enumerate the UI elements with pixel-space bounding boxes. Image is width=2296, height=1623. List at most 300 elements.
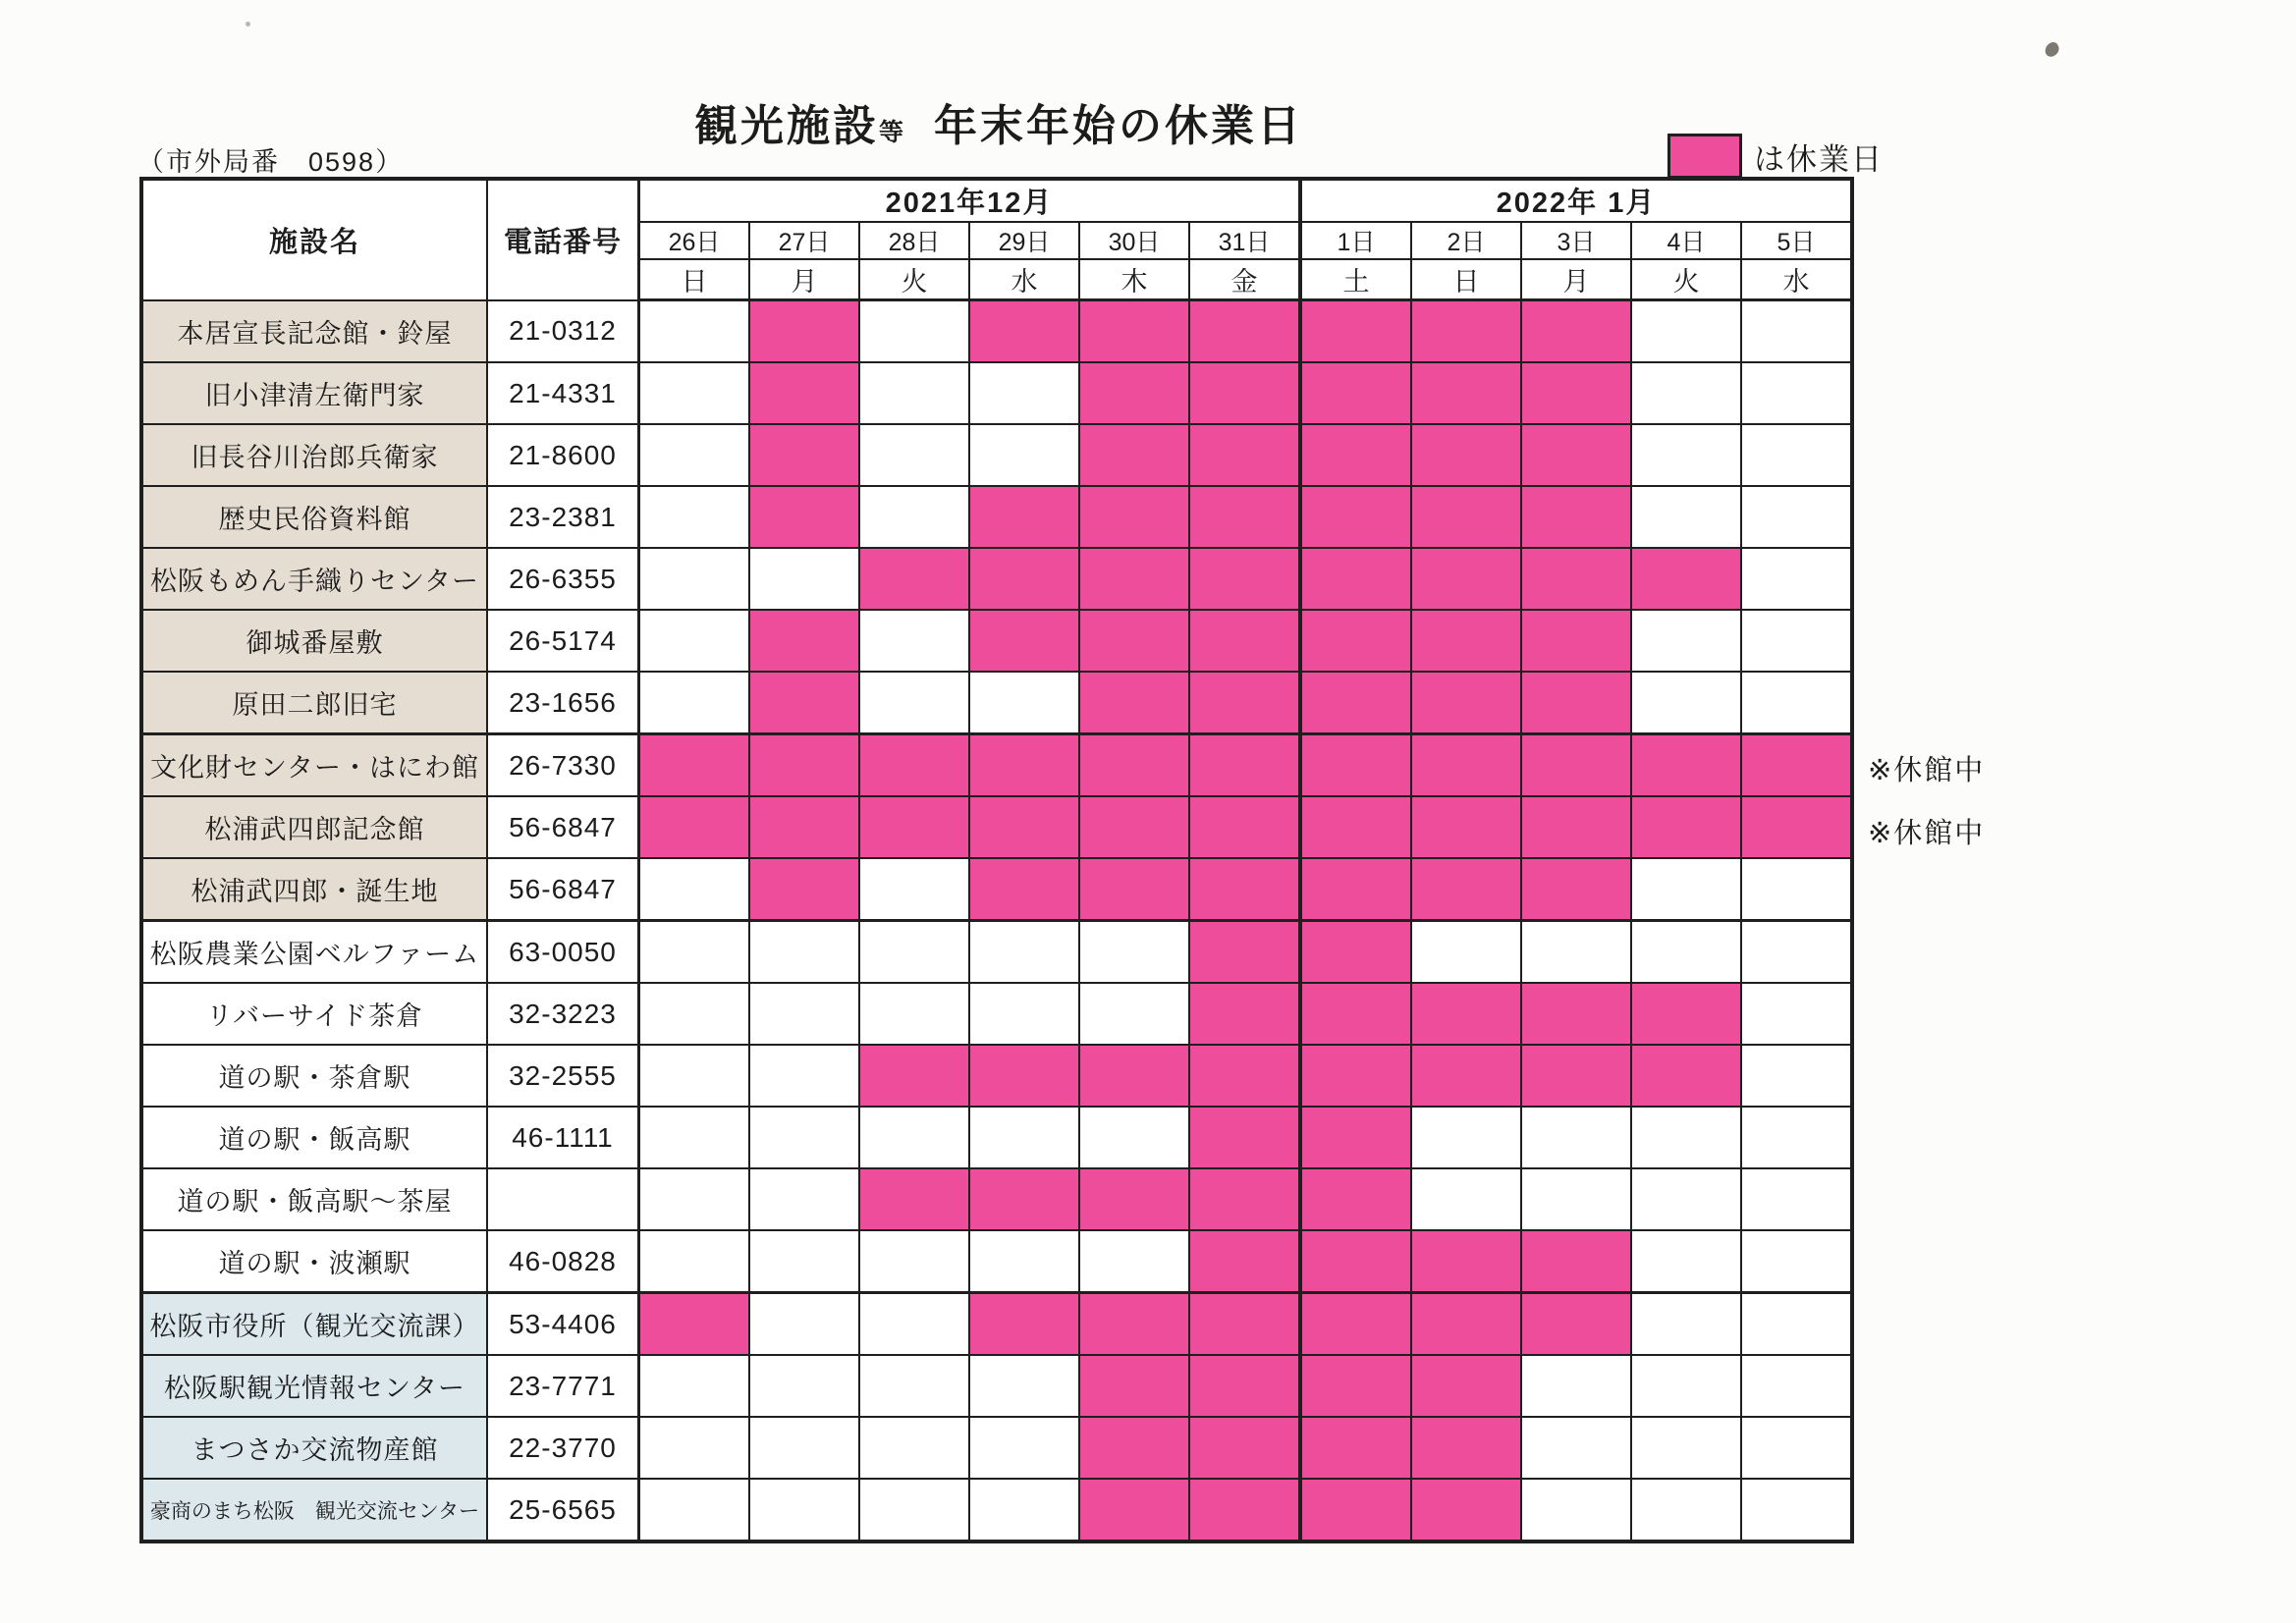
title-suffix-small: 等 bbox=[878, 119, 904, 146]
closed-day-cell bbox=[1300, 858, 1411, 921]
date-header: 5日 bbox=[1741, 222, 1852, 259]
open-day-cell bbox=[859, 1107, 969, 1168]
closed-day-cell bbox=[1521, 983, 1631, 1045]
facility-name: 松阪もめん手織りセンター bbox=[141, 548, 487, 610]
closed-day-cell bbox=[859, 1045, 969, 1107]
open-day-cell bbox=[1741, 1417, 1852, 1479]
closed-day-cell bbox=[1300, 921, 1411, 984]
open-day-cell bbox=[1741, 362, 1852, 424]
facility-row bbox=[141, 1168, 1852, 1230]
facility-phone: 23-1656 bbox=[487, 672, 639, 734]
closed-day-cell bbox=[1300, 796, 1411, 858]
title-rest: 年末年始の休業日 bbox=[934, 102, 1303, 150]
closed-day-cell bbox=[1079, 1417, 1189, 1479]
closed-day-cell bbox=[1411, 796, 1521, 858]
open-day-cell bbox=[639, 1417, 750, 1479]
facility-name: 文化財センター・はにわ館 bbox=[141, 734, 487, 797]
closed-day-cell bbox=[1521, 300, 1631, 363]
closed-day-cell bbox=[1189, 362, 1300, 424]
facility-name: 松浦武四郎記念館 bbox=[141, 796, 487, 858]
closed-day-cell bbox=[1521, 1230, 1631, 1293]
facility-row bbox=[141, 672, 1852, 734]
open-day-cell bbox=[749, 1168, 859, 1230]
closed-day-cell bbox=[1189, 548, 1300, 610]
weekday-header: 火 bbox=[859, 259, 969, 300]
open-day-cell bbox=[969, 362, 1079, 424]
open-day-cell bbox=[1631, 610, 1741, 672]
open-day-cell bbox=[859, 983, 969, 1045]
open-day-cell bbox=[859, 672, 969, 734]
closed-day-cell bbox=[1741, 734, 1852, 797]
weekday-header: 日 bbox=[639, 259, 750, 300]
closed-day-cell bbox=[1079, 610, 1189, 672]
facility-phone: 46-1111 bbox=[487, 1107, 639, 1168]
open-day-cell bbox=[1741, 486, 1852, 548]
weekday-header: 水 bbox=[1741, 259, 1852, 300]
facility-row bbox=[141, 1230, 1852, 1293]
open-day-cell bbox=[1741, 672, 1852, 734]
facility-phone: 26-7330 bbox=[487, 734, 639, 797]
date-header: 28日 bbox=[859, 222, 969, 259]
closed-day-cell bbox=[969, 300, 1079, 363]
closed-day-cell bbox=[1411, 1479, 1521, 1542]
closed-day-cell bbox=[1079, 548, 1189, 610]
closed-day-cell bbox=[1631, 1045, 1741, 1107]
facility-row bbox=[141, 548, 1852, 610]
closed-day-cell bbox=[1079, 734, 1189, 797]
open-day-cell bbox=[1411, 921, 1521, 984]
closed-day-cell bbox=[969, 486, 1079, 548]
open-day-cell bbox=[1741, 1230, 1852, 1293]
open-day-cell bbox=[639, 424, 750, 486]
open-day-cell bbox=[1079, 1230, 1189, 1293]
open-day-cell bbox=[749, 548, 859, 610]
facility-name: 豪商のまち松阪 観光交流センター bbox=[141, 1479, 487, 1542]
closed-day-cell bbox=[969, 1293, 1079, 1356]
open-day-cell bbox=[749, 1479, 859, 1542]
facility-phone: 63-0050 bbox=[487, 921, 639, 984]
closed-day-cell bbox=[1411, 983, 1521, 1045]
open-day-cell bbox=[639, 858, 750, 921]
closed-day-cell bbox=[1631, 548, 1741, 610]
closed-day-cell bbox=[1521, 1293, 1631, 1356]
closed-day-cell bbox=[639, 734, 750, 797]
date-header: 27日 bbox=[749, 222, 859, 259]
open-day-cell bbox=[749, 1230, 859, 1293]
closed-day-cell bbox=[1300, 1293, 1411, 1356]
open-day-cell bbox=[1631, 424, 1741, 486]
facility-row bbox=[141, 300, 1852, 363]
facility-name: 旧長谷川治郎兵衛家 bbox=[141, 424, 487, 486]
open-day-cell bbox=[969, 921, 1079, 984]
closed-day-cell bbox=[1189, 300, 1300, 363]
facility-row bbox=[141, 1107, 1852, 1168]
facility-row bbox=[141, 424, 1852, 486]
closed-day-cell bbox=[1300, 486, 1411, 548]
closed-day-cell bbox=[1300, 610, 1411, 672]
closed-day-cell bbox=[1300, 1107, 1411, 1168]
open-day-cell bbox=[1521, 1479, 1631, 1542]
closed-day-cell bbox=[639, 796, 750, 858]
open-day-cell bbox=[859, 300, 969, 363]
weekday-header: 水 bbox=[969, 259, 1079, 300]
open-day-cell bbox=[1741, 424, 1852, 486]
closed-day-cell bbox=[1079, 1168, 1189, 1230]
closed-day-cell bbox=[1079, 1293, 1189, 1356]
facility-row bbox=[141, 1045, 1852, 1107]
open-day-cell bbox=[1521, 1417, 1631, 1479]
open-day-cell bbox=[1411, 1168, 1521, 1230]
closed-day-cell bbox=[1521, 796, 1631, 858]
open-day-cell bbox=[1741, 1107, 1852, 1168]
closed-day-cell bbox=[749, 734, 859, 797]
facility-row bbox=[141, 858, 1852, 921]
closed-day-cell bbox=[1189, 1293, 1300, 1356]
open-day-cell bbox=[859, 921, 969, 984]
closed-day-cell bbox=[1189, 1107, 1300, 1168]
weekday-header: 火 bbox=[1631, 259, 1741, 300]
open-day-cell bbox=[859, 424, 969, 486]
ink-speck bbox=[246, 22, 250, 27]
closed-day-cell bbox=[749, 424, 859, 486]
closed-day-cell bbox=[1300, 672, 1411, 734]
open-day-cell bbox=[749, 921, 859, 984]
closed-day-cell bbox=[1521, 672, 1631, 734]
facility-name: 道の駅・茶倉駅 bbox=[141, 1045, 487, 1107]
facility-row bbox=[141, 734, 1852, 797]
open-day-cell bbox=[639, 548, 750, 610]
open-day-cell bbox=[859, 858, 969, 921]
closed-day-cell bbox=[1300, 734, 1411, 797]
closed-day-cell bbox=[1189, 796, 1300, 858]
closed-day-cell bbox=[1189, 1479, 1300, 1542]
closed-day-cell bbox=[749, 362, 859, 424]
closed-day-cell bbox=[1079, 1355, 1189, 1417]
open-day-cell bbox=[859, 610, 969, 672]
open-day-cell bbox=[1741, 1355, 1852, 1417]
table-header bbox=[141, 179, 1852, 300]
open-day-cell bbox=[1741, 610, 1852, 672]
open-day-cell bbox=[1631, 1293, 1741, 1356]
closed-day-cell bbox=[1189, 486, 1300, 548]
closed-day-cell bbox=[639, 1293, 750, 1356]
closed-day-cell bbox=[1411, 1293, 1521, 1356]
closed-day-cell bbox=[1300, 424, 1411, 486]
closed-day-cell bbox=[1189, 1230, 1300, 1293]
open-day-cell bbox=[1741, 300, 1852, 363]
closed-day-cell bbox=[859, 796, 969, 858]
closed-day-cell bbox=[1189, 610, 1300, 672]
closed-day-cell bbox=[1521, 734, 1631, 797]
open-day-cell bbox=[749, 1107, 859, 1168]
closed-day-cell bbox=[969, 858, 1079, 921]
facility-phone: 21-4331 bbox=[487, 362, 639, 424]
facility-row bbox=[141, 1417, 1852, 1479]
open-day-cell bbox=[1631, 1479, 1741, 1542]
open-day-cell bbox=[1741, 548, 1852, 610]
closed-day-cell bbox=[1411, 1355, 1521, 1417]
open-day-cell bbox=[969, 1417, 1079, 1479]
closure-legend bbox=[1667, 134, 1884, 179]
open-day-cell bbox=[969, 424, 1079, 486]
month-header-row bbox=[141, 179, 1852, 222]
open-day-cell bbox=[1521, 1168, 1631, 1230]
closed-day-cell bbox=[969, 1045, 1079, 1107]
facility-phone: 46-0828 bbox=[487, 1230, 639, 1293]
facility-phone: 26-5174 bbox=[487, 610, 639, 672]
open-day-cell bbox=[639, 362, 750, 424]
open-day-cell bbox=[1741, 858, 1852, 921]
facility-row bbox=[141, 1355, 1852, 1417]
facility-phone: 56-6847 bbox=[487, 796, 639, 858]
closed-day-cell bbox=[1300, 1230, 1411, 1293]
closed-day-cell bbox=[1631, 796, 1741, 858]
open-day-cell bbox=[1741, 921, 1852, 984]
closed-day-cell bbox=[1411, 672, 1521, 734]
weekday-header: 月 bbox=[749, 259, 859, 300]
closed-day-cell bbox=[1521, 1045, 1631, 1107]
closed-day-cell bbox=[1300, 1045, 1411, 1107]
closed-day-cell bbox=[1189, 672, 1300, 734]
facility-name: リバーサイド茶倉 bbox=[141, 983, 487, 1045]
closed-day-cell bbox=[1189, 1355, 1300, 1417]
facility-phone: 21-8600 bbox=[487, 424, 639, 486]
facility-phone: 53-4406 bbox=[487, 1293, 639, 1356]
open-day-cell bbox=[859, 1355, 969, 1417]
facility-name: 本居宣長記念館・鈴屋 bbox=[141, 300, 487, 363]
closed-day-cell bbox=[1411, 858, 1521, 921]
open-day-cell bbox=[639, 1045, 750, 1107]
open-day-cell bbox=[969, 1479, 1079, 1542]
open-day-cell bbox=[1631, 858, 1741, 921]
open-day-cell bbox=[1631, 672, 1741, 734]
closed-day-cell bbox=[969, 734, 1079, 797]
closed-day-cell bbox=[1300, 1168, 1411, 1230]
open-day-cell bbox=[969, 1107, 1079, 1168]
facility-name: 松阪駅観光情報センター bbox=[141, 1355, 487, 1417]
open-day-cell bbox=[639, 610, 750, 672]
open-day-cell bbox=[1631, 1168, 1741, 1230]
weekday-header: 土 bbox=[1300, 259, 1411, 300]
facility-phone: 26-6355 bbox=[487, 548, 639, 610]
closed-day-cell bbox=[969, 548, 1079, 610]
facility-phone: 56-6847 bbox=[487, 858, 639, 921]
closed-day-cell bbox=[1411, 486, 1521, 548]
closed-day-cell bbox=[859, 734, 969, 797]
open-day-cell bbox=[1631, 921, 1741, 984]
closed-day-cell bbox=[749, 796, 859, 858]
open-day-cell bbox=[1741, 1045, 1852, 1107]
open-day-cell bbox=[859, 1417, 969, 1479]
closed-day-cell bbox=[1521, 486, 1631, 548]
facility-name: 原田二郎旧宅 bbox=[141, 672, 487, 734]
weekday-header: 金 bbox=[1189, 259, 1300, 300]
facility-name: まつさか交流物産館 bbox=[141, 1417, 487, 1479]
closed-day-cell bbox=[749, 672, 859, 734]
holiday-table bbox=[139, 177, 1854, 1543]
facility-row bbox=[141, 921, 1852, 984]
closed-day-cell bbox=[1189, 1168, 1300, 1230]
facility-name: 御城番屋敷 bbox=[141, 610, 487, 672]
open-day-cell bbox=[1079, 921, 1189, 984]
closed-day-cell bbox=[1079, 672, 1189, 734]
open-day-cell bbox=[639, 1479, 750, 1542]
closed-day-swatch bbox=[1667, 134, 1742, 179]
closed-day-cell bbox=[749, 610, 859, 672]
closed-day-cell bbox=[1631, 734, 1741, 797]
closed-day-cell bbox=[1079, 486, 1189, 548]
open-day-cell bbox=[639, 1355, 750, 1417]
open-day-cell bbox=[1741, 1479, 1852, 1542]
closed-day-cell bbox=[1521, 362, 1631, 424]
closed-day-cell bbox=[859, 1168, 969, 1230]
open-day-cell bbox=[1741, 1168, 1852, 1230]
open-day-cell bbox=[1521, 1107, 1631, 1168]
open-day-cell bbox=[1741, 1293, 1852, 1356]
facility-name: 道の駅・波瀬駅 bbox=[141, 1230, 487, 1293]
facility-phone: 23-2381 bbox=[487, 486, 639, 548]
date-header: 4日 bbox=[1631, 222, 1741, 259]
facility-row bbox=[141, 983, 1852, 1045]
open-day-cell bbox=[1631, 1230, 1741, 1293]
facility-row bbox=[141, 486, 1852, 548]
closed-day-cell bbox=[1189, 1045, 1300, 1107]
open-day-cell bbox=[969, 1355, 1079, 1417]
closed-day-cell bbox=[1521, 610, 1631, 672]
facility-phone: 23-7771 bbox=[487, 1355, 639, 1417]
facility-row bbox=[141, 1479, 1852, 1542]
closed-day-cell bbox=[1631, 983, 1741, 1045]
open-day-cell bbox=[1631, 1355, 1741, 1417]
open-day-cell bbox=[859, 1230, 969, 1293]
closed-note: ※休館中 bbox=[1868, 817, 1986, 849]
facility-phone: 25-6565 bbox=[487, 1479, 639, 1542]
open-day-cell bbox=[1631, 1417, 1741, 1479]
facility-row bbox=[141, 362, 1852, 424]
open-day-cell bbox=[639, 983, 750, 1045]
closed-day-cell bbox=[1079, 300, 1189, 363]
open-day-cell bbox=[969, 983, 1079, 1045]
facility-row bbox=[141, 1293, 1852, 1356]
open-day-cell bbox=[859, 1293, 969, 1356]
facility-name: 旧小津清左衛門家 bbox=[141, 362, 487, 424]
legend-label: は休業日 bbox=[1754, 141, 1884, 177]
open-day-cell bbox=[969, 1230, 1079, 1293]
date-header: 3日 bbox=[1521, 222, 1631, 259]
date-header: 26日 bbox=[639, 222, 750, 259]
facility-name: 松阪農業公園ベルファーム bbox=[141, 921, 487, 984]
facility-phone: 32-2555 bbox=[487, 1045, 639, 1107]
open-day-cell bbox=[1741, 983, 1852, 1045]
date-header: 30日 bbox=[1079, 222, 1189, 259]
closed-day-cell bbox=[1189, 858, 1300, 921]
open-day-cell bbox=[969, 672, 1079, 734]
closed-day-cell bbox=[1300, 1479, 1411, 1542]
closed-day-cell bbox=[1411, 300, 1521, 363]
closed-day-cell bbox=[1300, 362, 1411, 424]
facility-name: 松阪市役所（観光交流課） bbox=[141, 1293, 487, 1356]
closed-day-cell bbox=[1079, 858, 1189, 921]
closed-day-cell bbox=[1079, 424, 1189, 486]
open-day-cell bbox=[639, 300, 750, 363]
facility-name: 松浦武四郎・誕生地 bbox=[141, 858, 487, 921]
title-main: 観光施設 bbox=[693, 102, 879, 150]
open-day-cell bbox=[1079, 983, 1189, 1045]
closed-day-cell bbox=[969, 796, 1079, 858]
open-day-cell bbox=[1631, 1107, 1741, 1168]
open-day-cell bbox=[1631, 300, 1741, 363]
closed-note: ※休館中 bbox=[1868, 755, 1986, 787]
closed-day-cell bbox=[1521, 424, 1631, 486]
closed-day-cell bbox=[1411, 1417, 1521, 1479]
open-day-cell bbox=[639, 921, 750, 984]
closed-day-cell bbox=[749, 858, 859, 921]
closed-day-cell bbox=[1189, 983, 1300, 1045]
closed-day-cell bbox=[749, 300, 859, 363]
closed-day-cell bbox=[1521, 548, 1631, 610]
closed-day-cell bbox=[1079, 1479, 1189, 1542]
closed-day-cell bbox=[749, 486, 859, 548]
open-day-cell bbox=[749, 1355, 859, 1417]
open-day-cell bbox=[1079, 1107, 1189, 1168]
open-day-cell bbox=[749, 1045, 859, 1107]
facility-phone: 21-0312 bbox=[487, 300, 639, 363]
facility-row bbox=[141, 610, 1852, 672]
facility-name: 道の駅・飯高駅～茶屋 bbox=[141, 1168, 487, 1230]
weekday-header: 月 bbox=[1521, 259, 1631, 300]
weekday-header: 木 bbox=[1079, 259, 1189, 300]
open-day-cell bbox=[1521, 921, 1631, 984]
closed-day-cell bbox=[1411, 734, 1521, 797]
closed-day-cell bbox=[969, 610, 1079, 672]
facility-column-header: 施設名 bbox=[141, 179, 487, 300]
facility-name: 歴史民俗資料館 bbox=[141, 486, 487, 548]
closed-day-cell bbox=[1189, 1417, 1300, 1479]
month-group-header: 2022年 1月 bbox=[1300, 179, 1852, 222]
open-day-cell bbox=[1521, 1355, 1631, 1417]
ink-speck bbox=[2043, 40, 2062, 59]
date-header: 29日 bbox=[969, 222, 1079, 259]
open-day-cell bbox=[749, 1417, 859, 1479]
open-day-cell bbox=[749, 983, 859, 1045]
open-day-cell bbox=[859, 1479, 969, 1542]
open-day-cell bbox=[639, 1107, 750, 1168]
date-header: 2日 bbox=[1411, 222, 1521, 259]
closed-day-cell bbox=[1411, 424, 1521, 486]
facility-phone bbox=[487, 1168, 639, 1230]
closed-day-cell bbox=[1411, 362, 1521, 424]
closed-day-cell bbox=[1521, 858, 1631, 921]
closed-day-cell bbox=[1079, 796, 1189, 858]
open-day-cell bbox=[639, 672, 750, 734]
open-day-cell bbox=[749, 1293, 859, 1356]
open-day-cell bbox=[1411, 1107, 1521, 1168]
open-day-cell bbox=[639, 1168, 750, 1230]
phone-column-header: 電話番号 bbox=[487, 179, 639, 300]
open-day-cell bbox=[859, 486, 969, 548]
closed-day-cell bbox=[1411, 1230, 1521, 1293]
closed-day-cell bbox=[1079, 1045, 1189, 1107]
closed-day-cell bbox=[1300, 300, 1411, 363]
facility-row bbox=[141, 796, 1852, 858]
open-day-cell bbox=[1631, 362, 1741, 424]
open-day-cell bbox=[859, 362, 969, 424]
closed-day-cell bbox=[1411, 1045, 1521, 1107]
closed-day-cell bbox=[1189, 424, 1300, 486]
open-day-cell bbox=[1631, 486, 1741, 548]
table-body bbox=[141, 300, 1852, 1542]
weekday-header: 日 bbox=[1411, 259, 1521, 300]
